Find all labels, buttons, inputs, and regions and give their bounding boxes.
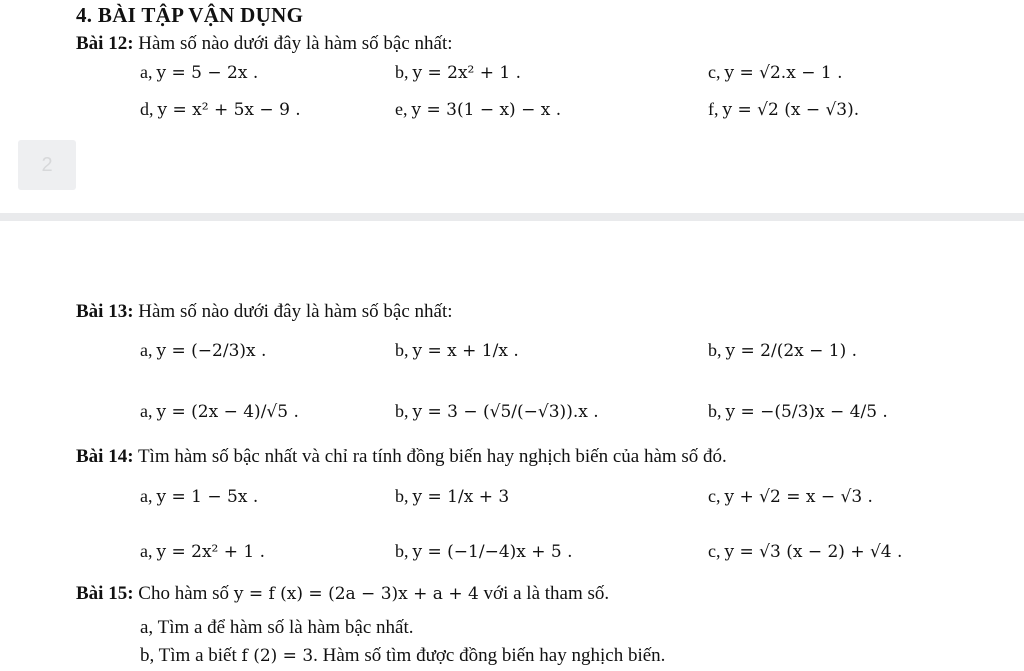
option-14d: [140, 541, 265, 562]
option-label: d,: [140, 99, 154, 119]
option-12f: [708, 99, 859, 120]
section-heading: 4. BÀI TẬP VẬN DỤNG: [76, 3, 304, 27]
problem-12-question: Hàm số nào dưới đây là hàm số bậc nhất:: [138, 33, 453, 54]
option-14e: [395, 541, 573, 562]
option-label: f,: [708, 99, 719, 119]
option-14a: [140, 486, 258, 507]
option-label: a,: [140, 541, 153, 561]
option-14b: [395, 486, 509, 507]
problem-14-statement: [76, 446, 727, 468]
option-expression: y = 3 − (√5/(−√3)).x .: [412, 402, 599, 422]
problem-15-question-pre: Cho hàm số: [138, 583, 230, 604]
option-12a: [140, 62, 258, 83]
option-12d: [140, 99, 301, 120]
problem-15-part-a: a, Tìm a để hàm số là hàm bậc nhất.: [140, 617, 414, 638]
page-divider: [0, 213, 1024, 221]
option-12c: [708, 62, 842, 83]
option-label: a,: [140, 62, 153, 82]
problem-15-id: Bài 15:: [76, 583, 134, 604]
problem-14-question: Tìm hàm số bậc nhất và chỉ ra tính đồng biến hay nghịch biến của hàm số đó.: [137, 446, 727, 467]
problem-14-id: Bài 14:: [76, 446, 134, 467]
option-13c: [708, 340, 857, 361]
option-expression: y = x + 1/x .: [412, 341, 519, 361]
problem-15-question-post: với a là tham số.: [483, 583, 610, 604]
option-label: a,: [140, 486, 153, 506]
option-13a: [140, 340, 266, 361]
problem-12-statement: [76, 33, 453, 55]
option-13d: [140, 401, 299, 422]
option-14f: [708, 541, 902, 562]
option-expression: y = 2x² + 1 .: [156, 542, 266, 562]
option-expression: y = 5 − 2x .: [156, 63, 259, 83]
option-label: b,: [395, 401, 409, 421]
option-expression: y = 1/x + 3: [412, 487, 510, 507]
option-13f: [708, 401, 888, 422]
option-label: e,: [395, 99, 408, 119]
option-12b: [395, 62, 521, 83]
option-label: c,: [708, 62, 721, 82]
option-14c: [708, 486, 873, 507]
option-label: b,: [395, 340, 409, 360]
problem-15-part-b: [140, 645, 665, 667]
option-label: a,: [140, 340, 153, 360]
option-label: b,: [395, 62, 409, 82]
option-label: a,: [140, 401, 153, 421]
problem-13-id: Bài 13:: [76, 301, 134, 322]
option-13e: [395, 401, 599, 422]
option-label: c,: [708, 541, 721, 561]
problem-15-statement: [76, 583, 609, 605]
part-b-math: f (2) = 3: [241, 646, 314, 666]
option-expression: y = √2 (x − √3).: [722, 100, 860, 120]
option-label: b,: [708, 401, 722, 421]
option-label: b,: [708, 340, 722, 360]
option-label: b,: [395, 486, 409, 506]
option-13b: [395, 340, 519, 361]
option-expression: y = 1 − 5x .: [156, 487, 259, 507]
option-expression: y = −(5/3)x − 4/5 .: [725, 402, 888, 422]
page-number-badge: 2: [18, 140, 76, 190]
option-expression: y = x² + 5x − 9 .: [157, 100, 301, 120]
problem-12-id: Bài 12:: [76, 33, 134, 54]
option-label: c,: [708, 486, 721, 506]
option-expression: y = (2x − 4)/√5 .: [156, 402, 299, 422]
option-expression: y = √2.x − 1 .: [724, 63, 843, 83]
problem-13-statement: [76, 301, 453, 323]
option-expression: y = (−1/−4)x + 5 .: [412, 542, 573, 562]
part-b-post: . Hàm số tìm được đồng biến hay nghịch biến.: [313, 645, 666, 666]
option-12e: [395, 99, 561, 120]
problem-15-function: y = f (x) = (2a − 3)x + a + 4: [233, 584, 479, 604]
option-expression: y = 3(1 − x) − x .: [411, 100, 562, 120]
problem-13-question: Hàm số nào dưới đây là hàm số bậc nhất:: [138, 301, 453, 322]
part-b-pre: b, Tìm a biết: [140, 645, 237, 666]
option-expression: y = √3 (x − 2) + √4 .: [724, 542, 903, 562]
option-expression: y + √2 = x − √3 .: [724, 487, 873, 507]
option-expression: y = (−2/3)x .: [156, 341, 267, 361]
option-label: b,: [395, 541, 409, 561]
option-expression: y = 2x² + 1 .: [412, 63, 522, 83]
option-expression: y = 2/(2x − 1) .: [725, 341, 858, 361]
